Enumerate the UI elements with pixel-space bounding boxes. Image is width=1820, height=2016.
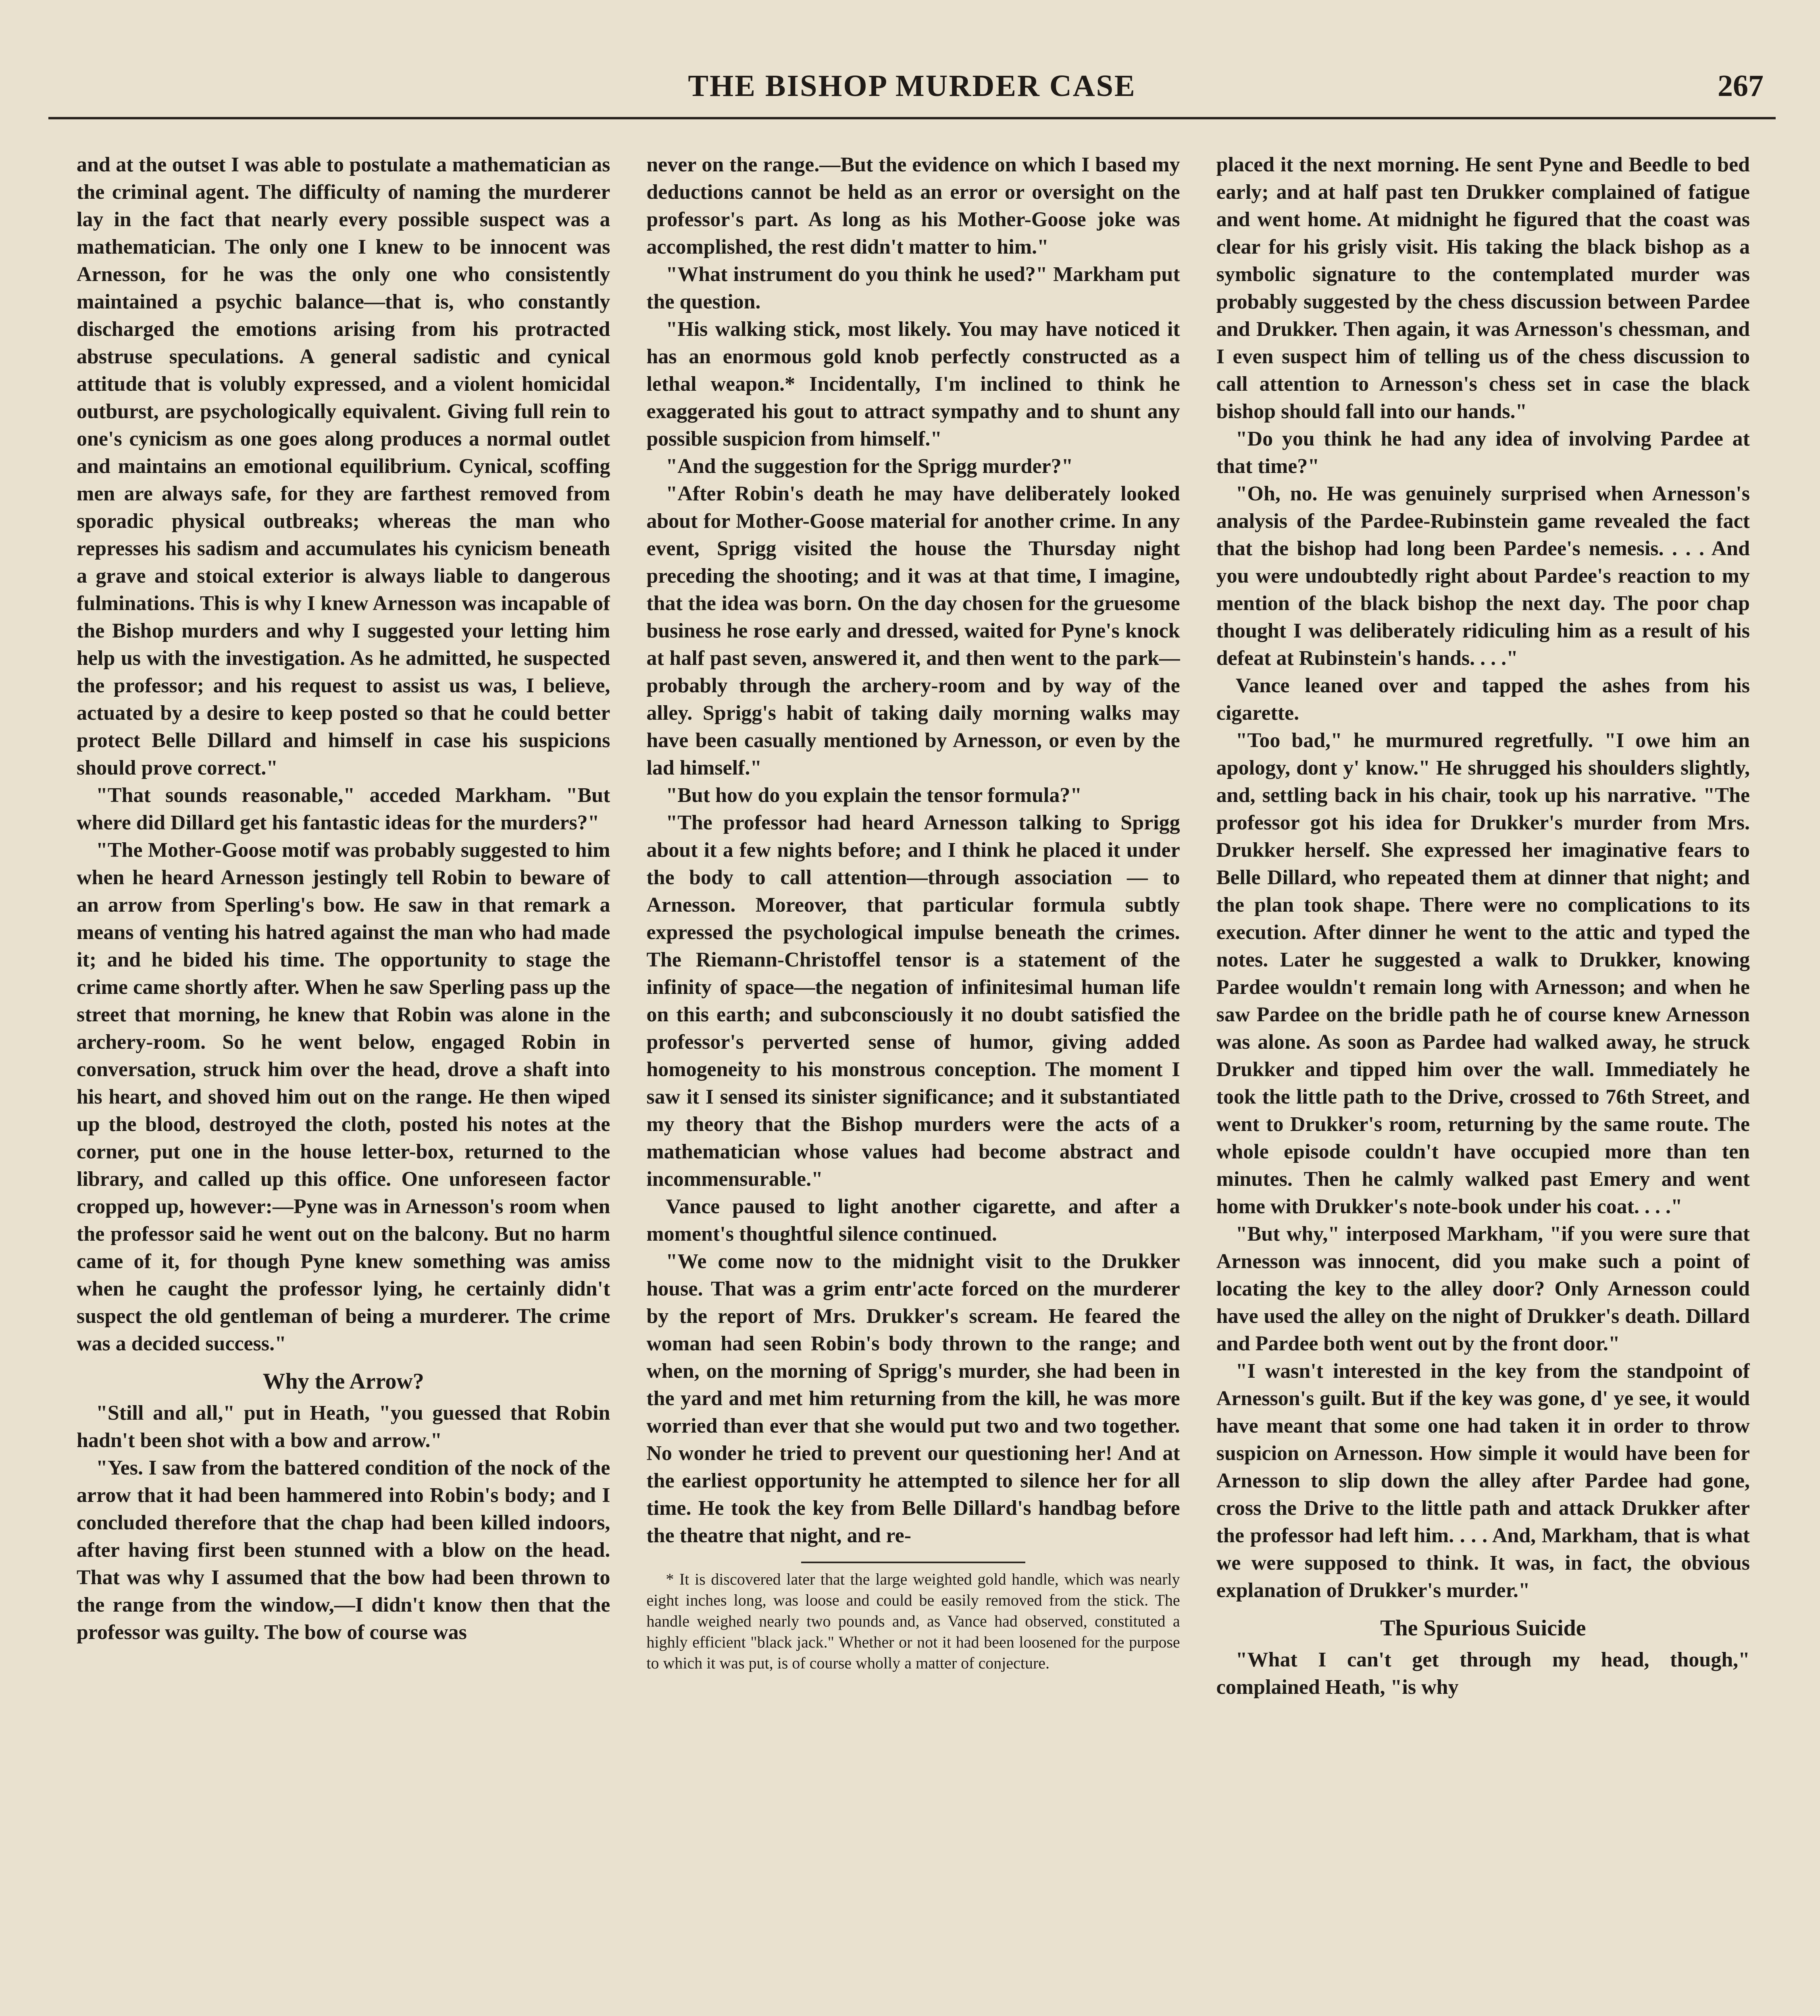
column-1: [77, 151, 610, 2016]
running-header: [48, 60, 1776, 119]
paragraph: "Still and all," put in Heath, "you guessed that Robin hadn't been shot with a bow and arrow.": [77, 1402, 610, 1452]
paragraph: "Do you think he had any idea of involving Pardee at that time?": [1216, 427, 1750, 478]
paragraph: and at the outset I was able to postulate a mathematician as the criminal agent. The difficulty of naming the murderer lay in the fact that nearly every possible suspect was a mathematician. The only one I knew to be innocent was Arnesson, for he was the only one who consistently maintained a psychic balance—that is, who constantly discharged the emotions arising from his protracted abstruse speculations. A general sadistic and cynical attitude that is volubly expressed, and a violent homicidal outburst, are psychologically equivalent. Giving full rein to one's cynicism as one goes along produces a normal outlet and maintains an emotional equilibrium. Cynical, scoffing men are always safe, for they are farthest removed from sporadic physical outbreaks; whereas the man who represses his sadism and accumulates his cynicism beneath a grave and stoical exterior is always liable to dangerous fulminations. This is why I knew Arnesson was incapable of the Bishop murders and why I suggested your letting him help us with the investigation. As he admitted, he suspected the professor; and his request to assist us was, I believe, actuated by a desire to keep posted so that he could better protect Belle Dillard and himself in case his suspicions should prove correct.": [77, 153, 610, 779]
paragraph: Vance leaned over and tapped the ashes from his cigarette.: [1216, 674, 1750, 725]
paragraph: "Too bad," he murmured regretfully. "I owe him an apology, dont y' know." He shrugged his shoulders slightly, and, settling back in his chair, took up his narrative. "The professor got his idea for Drukker's murder from Mrs. Drukker herself. She expressed her imaginative fears to Belle Dillard, who repeated them at dinner that night; and the plan took shape. There were no complications to its execution. After dinner he went to the attic and typed the notes. Later he suggested a walk to Drukker, knowing Pardee wouldn't remain long with Arnesson; and when he saw Pardee on the bridle path he of course knew Arnesson was alone. As soon as Pardee had walked away, he struck Drukker and tipped him over the wall. Immediately he took the little path to the Drive, crossed to 76th Street, and went to Drukker's room, returning by the same route. The whole episode couldn't have occupied more than ten minutes. Then he calmly walked past Emery and went home with Drukker's note-book under his coat. . . .": [1216, 729, 1750, 1218]
paragraph: "What I can't get through my head, though," complained Heath, "is why: [1216, 1648, 1750, 1699]
section-heading: The Spurious Suicide: [1380, 1616, 1586, 1641]
paragraph: "What instrument do you think he used?" Markham put the question.: [646, 263, 1180, 313]
paragraph: "But how do you explain the tensor formula?": [666, 784, 1082, 807]
paragraph: "I wasn't interested in the key from the standpoint of Arnesson's guilt. But if the key was gone, d' ye see, it would have meant that some one had taken it in order to throw suspicion on Arnesson. How simple it would have been for Arnesson to slip down the alley after Pardee had gone, cross the Drive to the little path and attack Drukker after the professor had left him. . . . And, Markham, that is what we were supposed to think. It was, in fact, the obvious explanation of Drukker's murder.": [1216, 1360, 1750, 1602]
paragraph: placed it the next morning. He sent Pyne and Beedle to bed early; and at half past ten Drukker complained of fatigue and went home. At midnight he figured that the coast was clear for his grisly visit. His taking the black bishop as a symbolic signature to the contemplated murder was probably suggested by the chess discussion between Pardee and Drukker. Then again, it was Arnesson's chessman, and I even suspect him of telling us of the chess discussion to call attention to Arnesson's chess set in case the black bishop should fall into our hands.": [1216, 153, 1750, 423]
page-number: 267: [1718, 69, 1764, 103]
paragraph: "But why," interposed Markham, "if you were sure that Arnesson was innocent, did you make such a point of locating the key to the alley door? Only Arnesson could have used the alley on the night of Drukker's death. Dillard and Pardee both went out by the front door.": [1216, 1223, 1750, 1355]
paragraph: "And the suggestion for the Sprigg murder?": [666, 455, 1073, 478]
footnote: * It is discovered later that the large weighted gold handle, which was nearly eight inches long, was loose and could be easily removed from the stick. The handle weighed nearly two pounds and, as Vance had observed, constituted a highly efficient "black jack." Whether or not it had been loosened for the purpose to which it was put, is of course wholly a matter of conjecture.: [646, 1570, 1180, 1672]
paragraph: Vance paused to light another cigarette, and after a moment's thoughtful silence continued.: [646, 1195, 1180, 1245]
paragraph: "Oh, no. He was genuinely surprised when Arnesson's analysis of the Pardee-Rubinstein game revealed the fact that the bishop had long been Pardee's nemesis. . . . And you were undoubtedly right about Pardee's reaction to my mention of the black bishop the next day. The poor chap thought I was deliberately ridiculing him as a result of his defeat at Rubinstein's hands. . . .": [1216, 482, 1750, 670]
paragraph: "We come now to the midnight visit to the Drukker house. That was a grim entr'acte forced on the murderer by the report of Mrs. Drukker's scream. He feared the woman had seen Robin's body thrown to the range; and when, on the morning of Sprigg's murder, she had been in the yard and met him returning from the kill, he was more worried than ever that she would put two and two together. No wonder he tried to prevent our questioning her! And at the earliest opportunity he attempted to silence her for all time. He took the key from Belle Dillard's handbag before the theatre that night, and re-: [646, 1250, 1180, 1547]
column-3: [1216, 151, 1750, 2016]
paragraph: "That sounds reasonable," acceded Markham. "But where did Dillard get his fantastic ideas for the murders?": [77, 784, 610, 834]
paragraph: "Yes. I saw from the battered condition of the nock of the arrow that it had been hammered into Robin's body; and I concluded therefore that the chap had been killed indoors, after having first been stunned with a blow on the head. That was why I assumed that the bow had been thrown to the range from the window,—I didn't know then that the professor was guilty. The bow of course was: [77, 1456, 610, 1644]
footnote-rule: [801, 1562, 1025, 1563]
paragraph: "The professor had heard Arnesson talking to Sprigg about it a few nights before; and I think he placed it under the body to call attention—through association — to Arnesson. Moreover, that particular formula subtly expressed the psychological impulse beneath the crimes. The Riemann-Christoffel tensor is a statement of the infinity of space—the negation of infinitesimal human life on this earth; and subconsciously it no doubt satisfied the professor's perverted sense of humor, giving added homogeneity to his monstrous conception. The moment I saw it I sensed its sinister significance; and it substantiated my theory that the Bishop murders were the acts of a mathematician whose values had become abstract and incommensurable.": [646, 811, 1180, 1191]
column-2: [646, 151, 1180, 2016]
paragraph: "After Robin's death he may have deliberately looked about for Mother-Goose material for another crime. In any event, Sprigg visited the house the Thursday night preceding the shooting; and it was at that time, I imagine, that the idea was born. On the day chosen for the gruesome business he rose early and dressed, waited for Pyne's knock at half past seven, answered it, and then went to the park—probably through the archery-room and by way of the alley. Sprigg's habit of taking daily morning walks may have been casually mentioned by Arnesson, or even by the lad himself.": [646, 482, 1180, 779]
text-columns: [77, 151, 1750, 2016]
running-title: THE BISHOP MURDER CASE: [688, 69, 1136, 103]
paragraph: "His walking stick, most likely. You may have noticed it has an enormous gold knob perfectly constructed as a lethal weapon.* Incidentally, I'm inclined to think he exaggerated his gout to attract sympathy and to shunt any possible suspicion from himself.": [646, 318, 1180, 450]
paragraph: "The Mother-Goose motif was probably suggested to him when he heard Arnesson jestingly tell Robin to beware of an arrow from Sperling's bow. He saw in that remark a means of venting his hatred against the man who had made it; and he bided his time. The opportunity to stage the crime came shortly after. When he saw Sperling pass up the street that morning, he knew that Robin was alone in the archery-room. So he went below, engaged Robin in conversation, struck him over the head, drove a shaft into his heart, and shoved him out on the range. He then wiped up the blood, destroyed the cloth, posted his notes at the corner, put one in the house letter-box, returned to the library, and called up this office. One unforeseen factor cropped up, however:—Pyne was in Arnesson's room when the professor said he went out on the balcony. But no harm came of it, for though Pyne knew something was amiss when he caught the professor lying, he certainly didn't suspect the old gentleman of being a murderer. The crime was a decided success.": [77, 839, 610, 1355]
paragraph: never on the range.—But the evidence on which I based my deductions cannot be held as an error or oversight on the professor's part. As long as his Mother-Goose joke was accomplished, the rest didn't matter to him.": [646, 153, 1180, 258]
section-heading: Why the Arrow?: [262, 1369, 424, 1394]
